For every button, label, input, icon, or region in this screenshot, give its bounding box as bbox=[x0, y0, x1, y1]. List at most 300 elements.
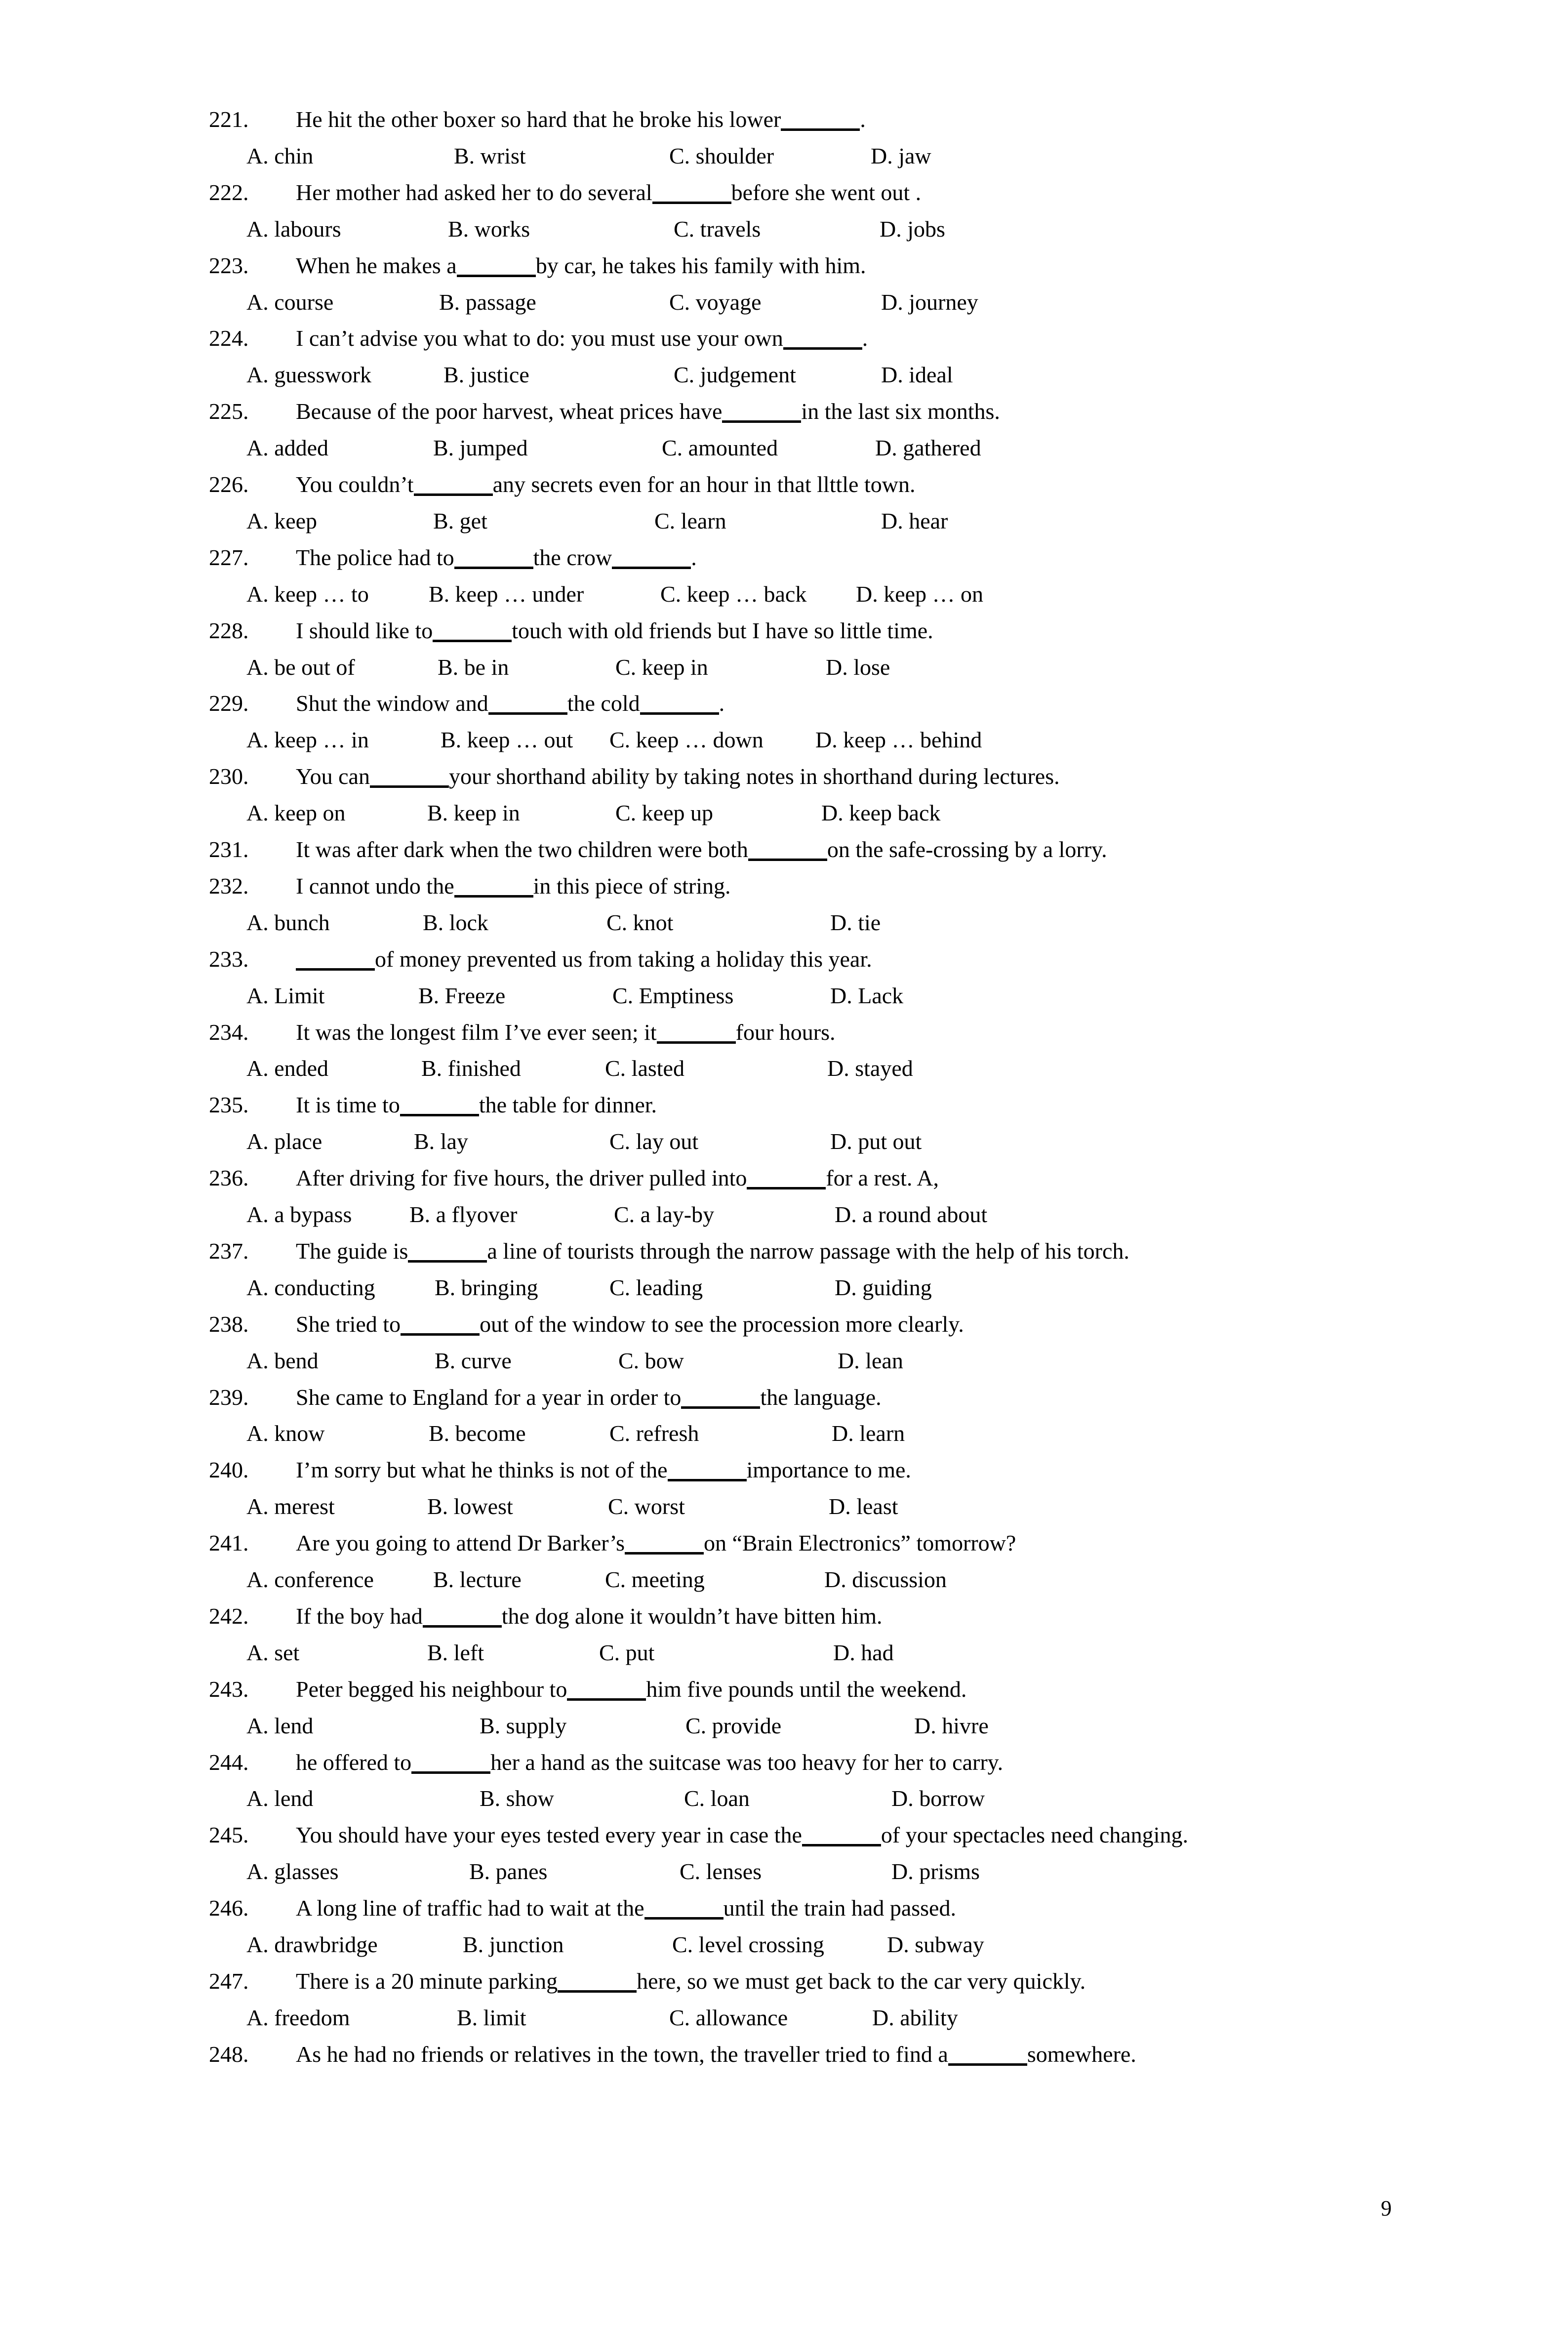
question-text-part: of money prevented us from taking a holiday this year. bbox=[375, 946, 872, 972]
question-number: 244. bbox=[209, 1749, 249, 1775]
option-a[interactable]: A. chin bbox=[246, 143, 314, 168]
question-text-part: The police had to bbox=[296, 544, 454, 570]
answer-blank[interactable] bbox=[668, 1459, 747, 1481]
question-text-part: in this piece of string. bbox=[533, 873, 731, 899]
option-c[interactable]: C. level crossing bbox=[672, 1932, 824, 1957]
option-d[interactable]: D. gathered bbox=[875, 435, 981, 461]
option-c[interactable]: C. lasted bbox=[605, 1056, 684, 1081]
question bbox=[0, 685, 1568, 722]
options-row bbox=[0, 138, 1568, 174]
question-text-part: If the boy had bbox=[296, 1603, 423, 1629]
option-b[interactable]: B. lock bbox=[423, 909, 488, 935]
question-text-part: As he had no friends or relatives in the town, the traveller tried to find a bbox=[296, 2041, 948, 2067]
option-c[interactable]: C. lenses bbox=[680, 1859, 762, 1884]
question-text-part: The guide is bbox=[296, 1238, 408, 1264]
option-c[interactable]: C. keep in bbox=[615, 654, 708, 680]
option-c[interactable]: C. a lay-by bbox=[614, 1202, 715, 1227]
question-text bbox=[296, 1087, 657, 1123]
question bbox=[0, 2036, 1568, 2073]
answer-blank[interactable] bbox=[802, 1824, 881, 1846]
answer-blank[interactable] bbox=[748, 839, 827, 861]
question-text bbox=[296, 1452, 911, 1488]
question bbox=[0, 1160, 1568, 1196]
question-text-part: Are you going to attend Dr Barker’s bbox=[296, 1530, 625, 1556]
option-a[interactable]: A. merest bbox=[246, 1494, 335, 1519]
answer-blank[interactable] bbox=[296, 948, 375, 971]
option-d[interactable]: D. a round about bbox=[835, 1202, 988, 1227]
options-row bbox=[0, 795, 1568, 831]
question-number: 248. bbox=[209, 2041, 249, 2067]
question-text-part: before she went out . bbox=[731, 179, 922, 205]
question-text bbox=[296, 1598, 883, 1635]
answer-blank[interactable] bbox=[567, 1679, 646, 1701]
question-number: 225. bbox=[209, 399, 249, 424]
question-number: 235. bbox=[209, 1092, 249, 1118]
question bbox=[0, 1598, 1568, 1635]
option-b[interactable]: B. passage bbox=[439, 289, 536, 315]
question-number: 238. bbox=[209, 1311, 249, 1337]
question-text-part: somewhere. bbox=[1027, 2041, 1136, 2067]
question-number: 240. bbox=[209, 1457, 249, 1483]
option-d[interactable]: D. keep … on bbox=[856, 581, 984, 607]
option-b[interactable]: B. show bbox=[480, 1786, 554, 1811]
question-text-part: the dog alone it wouldn’t have bitten him. bbox=[501, 1603, 883, 1629]
options-row bbox=[0, 1926, 1568, 1963]
option-d[interactable]: D. Lack bbox=[830, 983, 904, 1008]
option-d[interactable]: D. hivre bbox=[914, 1713, 989, 1738]
question-number: 233. bbox=[209, 946, 249, 972]
question bbox=[0, 758, 1568, 795]
option-c[interactable]: C. keep … down bbox=[609, 727, 764, 753]
answer-blank[interactable] bbox=[657, 1022, 736, 1044]
answer-blank[interactable] bbox=[722, 401, 801, 423]
option-b[interactable]: B. supply bbox=[480, 1713, 567, 1738]
question-number: 224. bbox=[209, 326, 249, 351]
option-a[interactable]: A. labours bbox=[246, 216, 341, 242]
question bbox=[0, 1233, 1568, 1269]
answer-blank[interactable] bbox=[423, 1605, 502, 1628]
option-c[interactable]: C. leading bbox=[609, 1274, 703, 1300]
options-row bbox=[0, 978, 1568, 1014]
option-b[interactable]: B. panes bbox=[469, 1859, 548, 1884]
option-b[interactable]: B. works bbox=[448, 216, 530, 242]
option-c[interactable]: C. knot bbox=[606, 909, 674, 935]
option-d[interactable]: D. least bbox=[829, 1494, 898, 1519]
question bbox=[0, 1379, 1568, 1416]
question-text bbox=[296, 320, 868, 357]
question-text bbox=[296, 1014, 836, 1051]
option-b[interactable]: B. lecture bbox=[433, 1567, 522, 1592]
option-b[interactable]: B. Freeze bbox=[418, 983, 506, 1008]
option-a[interactable]: A. ended bbox=[246, 1056, 329, 1081]
options-row bbox=[0, 2000, 1568, 2036]
question bbox=[0, 831, 1568, 868]
option-b[interactable]: B. bringing bbox=[435, 1274, 538, 1300]
question-number: 232. bbox=[209, 873, 249, 899]
question-number: 242. bbox=[209, 1603, 249, 1629]
question-text-part: Peter begged his neighbour to bbox=[296, 1676, 567, 1702]
option-c[interactable]: C. bow bbox=[618, 1348, 684, 1373]
question-number: 236. bbox=[209, 1165, 249, 1191]
question-text bbox=[296, 174, 921, 211]
question bbox=[0, 613, 1568, 649]
question-text bbox=[296, 1379, 882, 1416]
option-a[interactable]: A. a bypass bbox=[246, 1202, 352, 1227]
option-a[interactable]: A. set bbox=[246, 1639, 300, 1665]
question bbox=[0, 1817, 1568, 1853]
question-number: 239. bbox=[209, 1384, 249, 1410]
question bbox=[0, 174, 1568, 211]
option-c[interactable]: C. lay out bbox=[609, 1129, 699, 1154]
option-b[interactable]: B. get bbox=[433, 508, 487, 533]
option-c[interactable]: C. travels bbox=[674, 216, 761, 242]
option-d[interactable]: D. had bbox=[833, 1639, 894, 1665]
question-text-part: on the safe-crossing by a lorry. bbox=[827, 837, 1107, 862]
options-row bbox=[0, 1415, 1568, 1452]
question-text bbox=[296, 1963, 1086, 2000]
options-row bbox=[0, 1269, 1568, 1306]
option-c[interactable]: C. loan bbox=[684, 1786, 750, 1811]
answer-blank[interactable] bbox=[401, 1313, 480, 1336]
question-text bbox=[296, 539, 697, 576]
option-d[interactable]: D. ability bbox=[872, 2005, 958, 2030]
question bbox=[0, 1671, 1568, 1708]
option-c[interactable]: C. Emptiness bbox=[612, 983, 734, 1008]
question-text-part: There is a 20 minute parking bbox=[296, 1968, 558, 1994]
option-a[interactable]: A. conducting bbox=[246, 1274, 375, 1300]
option-d[interactable]: D. stayed bbox=[827, 1056, 913, 1081]
question-text-part: You can bbox=[296, 764, 370, 789]
question-text-part: touch with old friends but I have so little time. bbox=[512, 617, 933, 643]
question bbox=[0, 320, 1568, 357]
option-a[interactable]: A. lend bbox=[246, 1713, 314, 1738]
question-text-part: She came to England for a year in order to bbox=[296, 1384, 682, 1410]
option-b[interactable]: B. justice bbox=[443, 362, 529, 388]
question-text bbox=[296, 1160, 939, 1196]
option-b[interactable]: B. junction bbox=[463, 1932, 564, 1957]
answer-blank[interactable] bbox=[414, 474, 493, 496]
option-a[interactable]: A. be out of bbox=[246, 654, 355, 680]
option-d[interactable]: D. jaw bbox=[871, 143, 931, 168]
question-text-part: on “Brain Electronics” tomorrow? bbox=[704, 1530, 1016, 1556]
option-b[interactable]: B. a flyover bbox=[409, 1202, 518, 1227]
question bbox=[0, 1744, 1568, 1781]
question-text bbox=[296, 685, 724, 722]
question bbox=[0, 1087, 1568, 1123]
question bbox=[0, 393, 1568, 430]
answer-blank[interactable] bbox=[400, 1094, 479, 1116]
question-text-part: Shut the window and bbox=[296, 691, 488, 716]
question bbox=[0, 1890, 1568, 1926]
question-text-part: her a hand as the suitcase was too heavy for her to carry. bbox=[490, 1749, 1004, 1775]
options-row bbox=[0, 1780, 1568, 1817]
answer-blank[interactable] bbox=[370, 766, 449, 788]
question-text-part: Because of the poor harvest, wheat prices have bbox=[296, 399, 723, 424]
option-a[interactable]: A. bunch bbox=[246, 909, 330, 935]
question-text-part: of your spectacles need changing. bbox=[881, 1822, 1188, 1848]
option-d[interactable]: D. jobs bbox=[880, 216, 945, 242]
option-d[interactable]: D. tie bbox=[830, 909, 881, 935]
option-a[interactable]: A. guesswork bbox=[246, 362, 371, 388]
option-d[interactable]: D. learn bbox=[832, 1421, 905, 1446]
question-text bbox=[296, 758, 1060, 795]
option-b[interactable]: B. keep in bbox=[427, 800, 520, 826]
question-text-part: . bbox=[691, 544, 697, 570]
option-a[interactable]: A. conference bbox=[246, 1567, 374, 1592]
options-row bbox=[0, 1050, 1568, 1087]
question bbox=[0, 941, 1568, 978]
options-row bbox=[0, 211, 1568, 247]
option-d[interactable]: D. guiding bbox=[835, 1274, 932, 1300]
question-text-part: . bbox=[862, 326, 868, 351]
option-d[interactable]: D. journey bbox=[881, 289, 978, 315]
question-text bbox=[296, 868, 731, 904]
question-number: 228. bbox=[209, 617, 249, 643]
question-text-part: He hit the other boxer so hard that he broke his lower bbox=[296, 107, 781, 132]
options-row bbox=[0, 1561, 1568, 1598]
option-b[interactable]: B. be in bbox=[438, 654, 509, 680]
question bbox=[0, 1306, 1568, 1343]
options-row bbox=[0, 1635, 1568, 1671]
question-number: 234. bbox=[209, 1019, 249, 1045]
question-number: 221. bbox=[209, 107, 249, 132]
options-row bbox=[0, 1123, 1568, 1160]
options-row bbox=[0, 1488, 1568, 1525]
question bbox=[0, 539, 1568, 576]
question-text-part: four hours. bbox=[735, 1019, 836, 1045]
option-c[interactable]: C. put bbox=[599, 1639, 655, 1665]
option-b[interactable]: B. become bbox=[429, 1421, 526, 1446]
question-text-part: It was the longest film I’ve ever seen; it bbox=[296, 1019, 657, 1045]
option-a[interactable]: A. keep … in bbox=[246, 727, 369, 753]
question bbox=[0, 466, 1568, 503]
option-d[interactable]: D. keep back bbox=[821, 800, 941, 826]
question-number: 230. bbox=[209, 764, 249, 789]
option-b[interactable]: B. keep … out bbox=[441, 727, 573, 753]
question-text bbox=[296, 466, 915, 503]
option-c[interactable]: C. provide bbox=[685, 1713, 782, 1738]
question-text-part: him five pounds until the weekend. bbox=[646, 1676, 967, 1702]
question-number: 229. bbox=[209, 691, 249, 716]
question-text-part: After driving for five hours, the driver pulled into bbox=[296, 1165, 747, 1191]
option-a[interactable]: A. bend bbox=[246, 1348, 319, 1373]
page-number: 9 bbox=[1381, 2196, 1392, 2220]
option-a[interactable]: A. glasses bbox=[246, 1859, 339, 1884]
option-b[interactable]: B. keep … under bbox=[429, 581, 584, 607]
option-d[interactable]: D. ideal bbox=[881, 362, 953, 388]
question-text bbox=[296, 613, 933, 649]
option-c[interactable]: C. refresh bbox=[609, 1421, 699, 1446]
option-a[interactable]: A. added bbox=[246, 435, 329, 461]
answer-blank[interactable] bbox=[681, 1387, 760, 1409]
option-b[interactable]: B. lay bbox=[414, 1129, 468, 1154]
answer-blank[interactable] bbox=[488, 693, 567, 715]
question-number: 226. bbox=[209, 472, 249, 497]
answer-blank[interactable] bbox=[781, 109, 860, 131]
question-text bbox=[296, 941, 872, 978]
question-text-part: She tried to bbox=[296, 1311, 401, 1337]
option-b[interactable]: B. jumped bbox=[433, 435, 528, 461]
option-a[interactable]: A. lend bbox=[246, 1786, 314, 1811]
question-text-part: I should like to bbox=[296, 617, 433, 643]
options-row bbox=[0, 430, 1568, 466]
question-text bbox=[296, 1233, 1129, 1269]
option-a[interactable]: A. drawbridge bbox=[246, 1932, 378, 1957]
question-text-part: Her mother had asked her to do several bbox=[296, 179, 652, 205]
question-text bbox=[296, 1671, 966, 1708]
question-number: 241. bbox=[209, 1530, 249, 1556]
answer-blank[interactable] bbox=[558, 1970, 637, 1993]
answer-blank[interactable] bbox=[652, 182, 731, 204]
answer-blank[interactable] bbox=[454, 875, 533, 898]
option-c[interactable]: C. keep … back bbox=[660, 581, 807, 607]
question-text bbox=[296, 1744, 1003, 1781]
question-text-part: out of the window to see the procession more clearly. bbox=[480, 1311, 964, 1337]
question-text-part: your shorthand ability by taking notes in shorthand during lectures. bbox=[448, 764, 1060, 789]
options-row bbox=[0, 649, 1568, 686]
option-c[interactable]: C. meeting bbox=[605, 1567, 705, 1592]
option-c[interactable]: C. shoulder bbox=[669, 143, 774, 168]
question-text-part: importance to me. bbox=[746, 1457, 911, 1483]
question bbox=[0, 1525, 1568, 1561]
answer-blank[interactable] bbox=[640, 693, 719, 715]
answer-blank[interactable] bbox=[408, 1240, 487, 1263]
question-text-part: the crow bbox=[533, 544, 612, 570]
question-number: 231. bbox=[209, 837, 249, 862]
option-b[interactable]: B. lowest bbox=[427, 1494, 513, 1519]
option-d[interactable]: D. prisms bbox=[891, 1859, 980, 1884]
option-d[interactable]: D. hear bbox=[881, 508, 948, 533]
option-a[interactable]: A. place bbox=[246, 1129, 322, 1154]
question bbox=[0, 1963, 1568, 2000]
option-a[interactable]: A. freedom bbox=[246, 2005, 350, 2030]
question-text bbox=[296, 1525, 1016, 1561]
option-d[interactable]: D. subway bbox=[887, 1932, 984, 1957]
answer-blank[interactable] bbox=[457, 255, 536, 277]
question bbox=[0, 1452, 1568, 1488]
options-row bbox=[0, 357, 1568, 393]
answer-blank[interactable] bbox=[411, 1752, 490, 1774]
question-text-part: I can’t advise you what to do: you must use your own bbox=[296, 326, 783, 351]
option-a[interactable]: A. know bbox=[246, 1421, 325, 1446]
question-number: 237. bbox=[209, 1238, 249, 1264]
option-a[interactable]: A. Limit bbox=[246, 983, 325, 1008]
options-row bbox=[0, 904, 1568, 941]
option-d[interactable]: D. lose bbox=[826, 654, 890, 680]
options-row bbox=[0, 503, 1568, 539]
question bbox=[0, 868, 1568, 904]
question-text bbox=[296, 1890, 956, 1926]
option-d[interactable]: D. lean bbox=[838, 1348, 903, 1373]
option-d[interactable]: D. discussion bbox=[824, 1567, 947, 1592]
options-row bbox=[0, 576, 1568, 613]
question-number: 223. bbox=[209, 252, 249, 278]
option-c[interactable]: C. amounted bbox=[662, 435, 778, 461]
answer-blank[interactable] bbox=[747, 1167, 826, 1189]
option-b[interactable]: B. wrist bbox=[454, 143, 526, 168]
options-row bbox=[0, 722, 1568, 758]
question-number: 222. bbox=[209, 179, 249, 205]
question-text-part: here, so we must get back to the car very quickly. bbox=[637, 1968, 1086, 1994]
option-d[interactable]: D. put out bbox=[830, 1129, 922, 1154]
options-row bbox=[0, 1853, 1568, 1890]
question-number: 243. bbox=[209, 1676, 249, 1702]
question-text-part: the language. bbox=[760, 1384, 882, 1410]
option-a[interactable]: A. keep bbox=[246, 508, 318, 533]
question-number: 246. bbox=[209, 1895, 249, 1921]
question-text-part: until the train had passed. bbox=[723, 1895, 956, 1921]
question-text bbox=[296, 831, 1107, 868]
question-text bbox=[296, 393, 1000, 430]
answer-blank[interactable] bbox=[783, 328, 862, 350]
question-text-part: . bbox=[719, 691, 725, 716]
option-b[interactable]: B. left bbox=[427, 1639, 484, 1665]
question-text-part: It is time to bbox=[296, 1092, 400, 1118]
answer-blank[interactable] bbox=[948, 2044, 1027, 2066]
question-text bbox=[296, 2036, 1136, 2073]
question-text-part: a line of tourists through the narrow passage with the help of his torch. bbox=[487, 1238, 1129, 1264]
question bbox=[0, 101, 1568, 138]
option-a[interactable]: A. course bbox=[246, 289, 334, 315]
question-text-part: in the last six months. bbox=[801, 399, 1000, 424]
question-text-part: any secrets even for an hour in that llttle town. bbox=[492, 472, 916, 497]
question-text-part: I’m sorry but what he thinks is not of the bbox=[296, 1457, 668, 1483]
question-text-part: for a rest. A, bbox=[826, 1165, 939, 1191]
question-text bbox=[296, 1306, 964, 1343]
question-text-part: by car, he takes his family with him. bbox=[535, 252, 866, 278]
option-d[interactable]: D. borrow bbox=[891, 1786, 985, 1811]
question-text bbox=[296, 247, 866, 284]
options-row bbox=[0, 1343, 1568, 1379]
question bbox=[0, 247, 1568, 284]
question-number: 245. bbox=[209, 1822, 249, 1848]
question-text-part: the table for dinner. bbox=[479, 1092, 657, 1118]
question-number: 247. bbox=[209, 1968, 249, 1994]
question-text-part: You should have your eyes tested every year in case the bbox=[296, 1822, 802, 1848]
question bbox=[0, 1014, 1568, 1051]
option-b[interactable]: B. curve bbox=[435, 1348, 512, 1373]
option-c[interactable]: C. keep up bbox=[615, 800, 714, 826]
question-text-part: When he makes a bbox=[296, 252, 457, 278]
option-b[interactable]: B. finished bbox=[421, 1056, 521, 1081]
option-b[interactable]: B. limit bbox=[457, 2005, 526, 2030]
option-c[interactable]: C. learn bbox=[654, 508, 726, 533]
answer-blank[interactable] bbox=[433, 620, 512, 642]
options-row bbox=[0, 1196, 1568, 1233]
question-text bbox=[296, 1817, 1188, 1853]
option-c[interactable]: C. worst bbox=[608, 1494, 685, 1519]
answer-blank[interactable] bbox=[625, 1532, 704, 1555]
option-c[interactable]: C. allowance bbox=[669, 2005, 788, 2030]
option-a[interactable]: A. keep … to bbox=[246, 581, 369, 607]
answer-blank[interactable] bbox=[612, 547, 691, 569]
question-text-part: the cold bbox=[567, 691, 640, 716]
option-a[interactable]: A. keep on bbox=[246, 800, 346, 826]
option-d[interactable]: D. keep … behind bbox=[815, 727, 982, 753]
question-text-part: A long line of traffic had to wait at the bbox=[296, 1895, 644, 1921]
option-c[interactable]: C. judgement bbox=[674, 362, 796, 388]
question-text-part: he offered to bbox=[296, 1749, 412, 1775]
question-number: 227. bbox=[209, 544, 249, 570]
answer-blank[interactable] bbox=[454, 547, 533, 569]
question-text-part: I cannot undo the bbox=[296, 873, 454, 899]
options-row bbox=[0, 1708, 1568, 1744]
question-text-part: You couldn’t bbox=[296, 472, 414, 497]
question-text-part: It was after dark when the two children were both bbox=[296, 837, 748, 862]
option-c[interactable]: C. voyage bbox=[669, 289, 762, 315]
answer-blank[interactable] bbox=[644, 1897, 724, 1920]
question-text bbox=[296, 101, 866, 138]
